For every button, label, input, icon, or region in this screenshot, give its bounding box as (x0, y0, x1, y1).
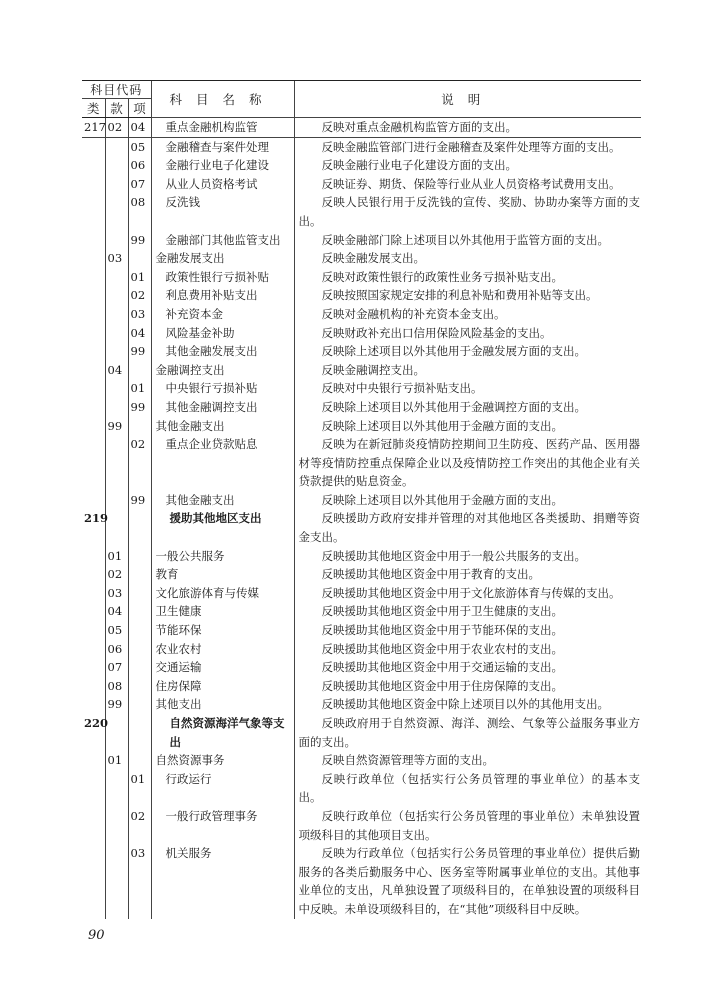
subject-name: 重点金融机构监管 (151, 118, 294, 138)
table-row (82, 621, 641, 640)
code-lei (82, 640, 105, 659)
subject-description: 反映对重点金融机构监管方面的支出。 (294, 118, 641, 138)
subject-name: 政策性银行亏损补贴 (151, 268, 294, 287)
code-lei (82, 231, 105, 250)
table-row (82, 751, 641, 770)
code-kuan (105, 714, 128, 751)
lei-column-header: 类 (82, 99, 105, 118)
subject-name: 从业人员资格考试 (151, 175, 294, 194)
code-xiang: 02 (128, 807, 151, 844)
code-xiang: 08 (128, 193, 151, 230)
code-kuan (105, 398, 128, 417)
subject-description: 反映人民银行用于反洗钱的宣传、奖励、协助办案等方面的支出。 (298, 195, 641, 228)
code-xiang (128, 547, 151, 566)
kuan-column-header: 款 (105, 99, 128, 118)
subject-description: 反映援助其他地区资金中用于交通运输的支出。 (321, 660, 564, 675)
code-lei: 220 (82, 714, 105, 751)
code-kuan: 07 (105, 658, 128, 677)
subject-description: 反映政府用于自然资源、海洋、测绘、气象等公益服务事业方面的支出。 (298, 716, 641, 749)
subject-name: 其他金融支出 (151, 491, 294, 510)
table-row (82, 231, 641, 250)
code-xiang (128, 640, 151, 659)
code-lei (82, 491, 105, 510)
code-xiang: 05 (128, 137, 151, 156)
subject-name: 机关服务 (151, 844, 294, 918)
code-kuan: 04 (105, 602, 128, 621)
code-kuan (105, 156, 128, 175)
code-kuan: 02 (105, 118, 128, 138)
code-kuan: 01 (105, 547, 128, 566)
code-xiang: 99 (128, 491, 151, 510)
table-header (82, 81, 641, 118)
subject-name: 反洗钱 (151, 193, 294, 230)
code-xiang: 99 (128, 398, 151, 417)
table-row (82, 677, 641, 696)
table-row (82, 491, 641, 510)
code-xiang: 99 (128, 231, 151, 250)
code-xiang: 01 (128, 770, 151, 807)
subject-name: 交通运输 (151, 658, 294, 677)
code-kuan (105, 807, 128, 844)
code-lei (82, 677, 105, 696)
subject-description: 反映援助方政府安排并管理的对其他地区各类援助、捐赠等资金支出。 (298, 511, 641, 545)
subject-name: 金融调控支出 (151, 361, 294, 380)
code-xiang (128, 417, 151, 436)
subject-name: 卫生健康 (151, 602, 294, 621)
table-row (82, 695, 641, 714)
table-row (82, 435, 641, 491)
table-row (82, 249, 641, 268)
code-lei (82, 175, 105, 194)
code-lei: 219 (82, 509, 105, 546)
subject-description: 反映金融监管部门进行金融稽查及案件处理等方面的支出。 (321, 139, 621, 154)
table-row (82, 770, 641, 807)
subject-name: 中央银行亏损补贴 (151, 379, 294, 398)
code-lei (82, 156, 105, 175)
table-row (82, 658, 641, 677)
code-kuan: 99 (105, 695, 128, 714)
table-row (82, 379, 641, 398)
code-lei (82, 435, 105, 491)
code-kuan: 03 (105, 249, 128, 268)
code-group-header: 科目代码 (82, 81, 151, 99)
code-xiang: 07 (128, 175, 151, 194)
subject-name: 自然资源事务 (151, 751, 294, 770)
table-row (82, 137, 641, 156)
code-xiang: 03 (128, 844, 151, 918)
code-kuan (105, 379, 128, 398)
subject-code-table (82, 80, 641, 919)
code-kuan (105, 844, 128, 918)
code-xiang (128, 602, 151, 621)
subject-description: 反映行政单位（包括实行公务员管理的事业单位）的基本支出。 (298, 771, 641, 805)
code-xiang: 03 (128, 305, 151, 324)
subject-name: 利息费用补贴支出 (151, 286, 294, 305)
code-lei (82, 249, 105, 268)
subject-description: 反映财政补充出口信用保险风险基金的支出。 (321, 325, 552, 340)
table-body (82, 118, 641, 919)
table-row (82, 156, 641, 175)
subject-name: 其他支出 (151, 695, 294, 714)
code-xiang (128, 509, 151, 546)
code-xiang (128, 565, 151, 584)
subject-name: 补充资本金 (151, 305, 294, 324)
subject-description: 反映为在新冠肺炎疫情防控期间卫生防疫、医药产品、医用器材等疫情防控重点保障企业以及疫情防控工作突出的其他企业有关贷款提供的贴息资金。 (298, 437, 641, 489)
code-lei (82, 379, 105, 398)
name-column-header: 科目名称 (151, 81, 294, 118)
subject-name: 金融稽查与案件处理 (151, 137, 294, 156)
subject-name: 农业农村 (151, 640, 294, 659)
code-lei (82, 417, 105, 436)
code-kuan (105, 770, 128, 807)
code-xiang (128, 751, 151, 770)
subject-description: 反映证券、期货、保险等行业从业人员资格考试费用支出。 (321, 176, 621, 191)
code-lei (82, 695, 105, 714)
subject-description: 反映按照国家规定安排的利息补贴和费用补贴等支出。 (321, 288, 598, 303)
code-lei (82, 602, 105, 621)
subject-name: 其他金融支出 (151, 417, 294, 436)
code-kuan (105, 435, 128, 491)
subject-name: 风险基金补助 (151, 324, 294, 343)
code-kuan (105, 491, 128, 510)
code-xiang (128, 677, 151, 696)
code-xiang (128, 658, 151, 677)
code-kuan: 01 (105, 751, 128, 770)
subject-name: 自然资源海洋气象等支出 (151, 714, 294, 751)
code-kuan (105, 509, 128, 546)
code-kuan (105, 305, 128, 324)
subject-description: 反映金融发展支出。 (321, 251, 426, 266)
code-kuan: 08 (105, 677, 128, 696)
table-row (82, 584, 641, 603)
table-row (82, 807, 641, 844)
subject-name: 行政运行 (151, 770, 294, 807)
budget-subject-table-page (82, 80, 641, 919)
code-xiang: 01 (128, 268, 151, 287)
subject-description: 反映援助其他地区资金中用于卫生健康的支出。 (321, 604, 564, 619)
code-xiang: 01 (128, 379, 151, 398)
code-kuan (105, 286, 128, 305)
code-kuan: 05 (105, 621, 128, 640)
code-kuan: 99 (105, 417, 128, 436)
code-xiang: 04 (128, 324, 151, 343)
subject-description: 反映金融调控支出。 (321, 362, 426, 377)
code-xiang: 99 (128, 342, 151, 361)
code-kuan (105, 342, 128, 361)
subject-description: 反映自然资源管理等方面的支出。 (321, 753, 495, 768)
code-lei (82, 342, 105, 361)
code-kuan: 04 (105, 361, 128, 380)
table-row (82, 193, 641, 230)
code-kuan: 02 (105, 565, 128, 584)
subject-description: 反映援助其他地区资金中用于一般公共服务的支出。 (321, 548, 587, 563)
subject-description: 反映援助其他地区资金中用于住房保障的支出。 (321, 678, 564, 693)
table-row (82, 602, 641, 621)
subject-description: 反映金融部门除上述项目以外其他用于监管方面的支出。 (321, 232, 610, 247)
code-lei (82, 193, 105, 230)
subject-name: 其他金融调控支出 (151, 398, 294, 417)
table-row (82, 714, 641, 751)
code-xiang: 06 (128, 156, 151, 175)
subject-description: 反映援助其他地区资金中用于教育的支出。 (321, 567, 541, 582)
subject-description: 反映对金融机构的补充资本金支出。 (321, 306, 506, 321)
subject-description: 反映对中央银行亏损补贴支出。 (321, 381, 483, 396)
subject-name: 重点企业贷款贴息 (151, 435, 294, 491)
subject-description: 反映对政策性银行的政策性业务亏损补贴支出。 (321, 269, 564, 284)
subject-description: 反映为行政单位（包括实行公务员管理的事业单位）提供后勤服务的各类后勤服务中心、医务室等附属事业单位的支出。其他事业单位的支出，凡单独设置了项级科目的，在单独设置的项级科目中反映。未单设项级科目的，在“其他”项级科目中反映。 (298, 846, 641, 916)
code-kuan: 06 (105, 640, 128, 659)
description-column-header: 说明 (294, 81, 641, 118)
table-row (82, 305, 641, 324)
table-row (82, 547, 641, 566)
code-lei (82, 807, 105, 844)
code-lei (82, 398, 105, 417)
code-kuan (105, 175, 128, 194)
code-lei (82, 565, 105, 584)
code-lei (82, 547, 105, 566)
code-kuan (105, 268, 128, 287)
table-row (82, 175, 641, 194)
subject-name: 节能环保 (151, 621, 294, 640)
code-lei (82, 137, 105, 156)
subject-description: 反映金融行业电子化建设方面的支出。 (321, 158, 518, 173)
code-kuan (105, 137, 128, 156)
subject-description: 反映援助其他地区资金中用于文化旅游体育与传媒的支出。 (321, 585, 621, 600)
code-lei: 217 (82, 118, 105, 138)
code-lei (82, 621, 105, 640)
subject-name: 金融部门其他监管支出 (151, 231, 294, 250)
table-row (82, 324, 641, 343)
subject-name: 金融发展支出 (151, 249, 294, 268)
subject-description: 反映援助其他地区资金中用于节能环保的支出。 (321, 623, 564, 638)
table-row (82, 286, 641, 305)
subject-name: 教育 (151, 565, 294, 584)
code-kuan (105, 324, 128, 343)
subject-name: 住房保障 (151, 677, 294, 696)
code-lei (82, 305, 105, 324)
code-lei (82, 584, 105, 603)
table-row (82, 398, 641, 417)
code-kuan (105, 193, 128, 230)
table-row (82, 361, 641, 380)
code-kuan: 03 (105, 584, 128, 603)
subject-name: 文化旅游体育与传媒 (151, 584, 294, 603)
subject-description: 反映行政单位（包括实行公务员管理的事业单位）未单独设置项级科目的其他项目支出。 (298, 808, 641, 842)
code-xiang (128, 361, 151, 380)
code-lei (82, 361, 105, 380)
subject-name: 援助其他地区支出 (151, 509, 294, 546)
code-lei (82, 286, 105, 305)
table-row (82, 342, 641, 361)
subject-name: 一般公共服务 (151, 547, 294, 566)
code-xiang (128, 584, 151, 603)
table-row (82, 118, 641, 138)
table-row (82, 640, 641, 659)
code-xiang: 04 (128, 118, 151, 138)
subject-description: 反映援助其他地区资金中用于农业农村的支出。 (321, 641, 564, 656)
code-lei (82, 658, 105, 677)
code-lei (82, 770, 105, 807)
subject-description: 反映除上述项目以外其他用于金融方面的支出。 (321, 418, 564, 433)
subject-description: 反映除上述项目以外其他用于金融发展方面的支出。 (321, 344, 587, 359)
code-xiang (128, 695, 151, 714)
table-row (82, 509, 641, 546)
table-row (82, 565, 641, 584)
subject-name: 金融行业电子化建设 (151, 156, 294, 175)
code-xiang (128, 249, 151, 268)
code-lei (82, 751, 105, 770)
table-row (82, 268, 641, 287)
table-row (82, 844, 641, 918)
subject-name: 其他金融发展支出 (151, 342, 294, 361)
code-xiang: 02 (128, 435, 151, 491)
subject-description: 反映除上述项目以外其他用于金融调控方面的支出。 (321, 399, 587, 414)
code-xiang (128, 621, 151, 640)
code-lei (82, 844, 105, 918)
code-xiang (128, 714, 151, 751)
code-lei (82, 268, 105, 287)
code-lei (82, 324, 105, 343)
subject-name: 一般行政管理事务 (151, 807, 294, 844)
table-row (82, 417, 641, 436)
page-number: 90 (88, 928, 105, 943)
code-xiang: 02 (128, 286, 151, 305)
subject-description: 反映援助其他地区资金中除上述项目以外的其他用支出。 (321, 697, 610, 712)
code-kuan (105, 231, 128, 250)
subject-description: 反映除上述项目以外其他用于金融方面的支出。 (321, 492, 564, 507)
xiang-column-header: 项 (128, 99, 151, 118)
